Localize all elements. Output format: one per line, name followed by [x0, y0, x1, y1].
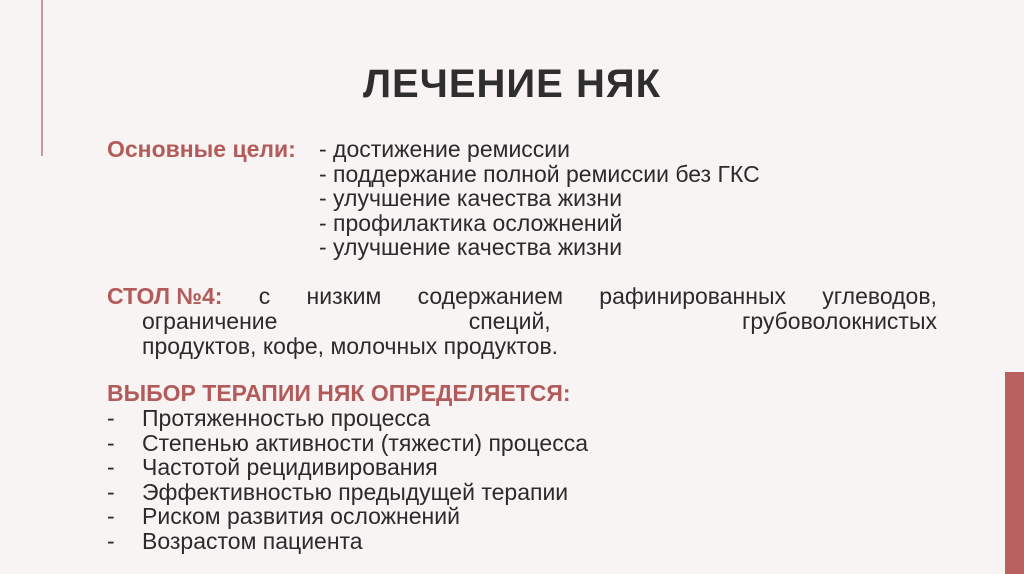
- diet-word: ограничение: [142, 308, 278, 334]
- bullet-dash: -: [107, 527, 115, 554]
- diet-paragraph: [107, 284, 937, 359]
- right-accent-bar: [1005, 372, 1024, 574]
- bullet-dash: -: [107, 478, 115, 505]
- factor-text: Риском развития осложнений: [142, 503, 460, 529]
- factor-text: Протяженностью процесса: [142, 405, 431, 431]
- diet-word: грубоволокнистых: [741, 308, 937, 334]
- diet-word: углеводов,: [822, 283, 937, 309]
- diet-line: продуктов, кофе, молочных продуктов.: [142, 333, 559, 359]
- goal-item: - поддержание полной ремиссии без ГКС: [319, 160, 760, 187]
- diet-word: специй,: [468, 308, 551, 334]
- bullet-dash: -: [107, 454, 115, 480]
- diet-line: [142, 309, 937, 334]
- factor-text: Возрастом пациента: [142, 527, 363, 554]
- diet-word: с: [258, 283, 271, 309]
- goal-item: - профилактика осложнений: [319, 209, 623, 236]
- goal-item: - достижение ремиссии: [319, 136, 570, 162]
- factor-text: Частотой рецидивирования: [142, 454, 438, 480]
- list-item: [107, 529, 588, 554]
- goals-label: Основные цели:: [107, 136, 296, 162]
- list-item: [107, 504, 588, 529]
- diet-word: рафинированных: [599, 283, 786, 309]
- list-item: [107, 455, 588, 480]
- therapy-heading: ВЫБОР ТЕРАПИИ НЯК ОПРЕДЕЛЯЕТСЯ:: [107, 380, 571, 406]
- bullet-dash: -: [107, 503, 115, 529]
- goals-list: [319, 137, 760, 260]
- diet-word: низким: [306, 283, 382, 309]
- list-item: [107, 480, 588, 505]
- list-item: [107, 406, 588, 431]
- list-item: [107, 431, 588, 456]
- factor-text: Эффективностью предыдущей терапии: [142, 478, 569, 505]
- diet-line: [107, 284, 937, 309]
- bullet-dash: -: [107, 429, 115, 456]
- factor-text: Степенью активности (тяжести) процесса: [142, 429, 589, 456]
- therapy-factors-list: [107, 406, 588, 553]
- diet-label: СТОЛ №4:: [107, 283, 223, 309]
- diet-word: содержанием: [417, 283, 564, 309]
- slide-title: ЛЕЧЕНИЕ НЯК: [362, 62, 661, 106]
- goal-item: - улучшение качества жизни: [319, 185, 623, 211]
- goal-item: - улучшение качества жизни: [319, 234, 623, 260]
- bullet-dash: -: [107, 405, 115, 431]
